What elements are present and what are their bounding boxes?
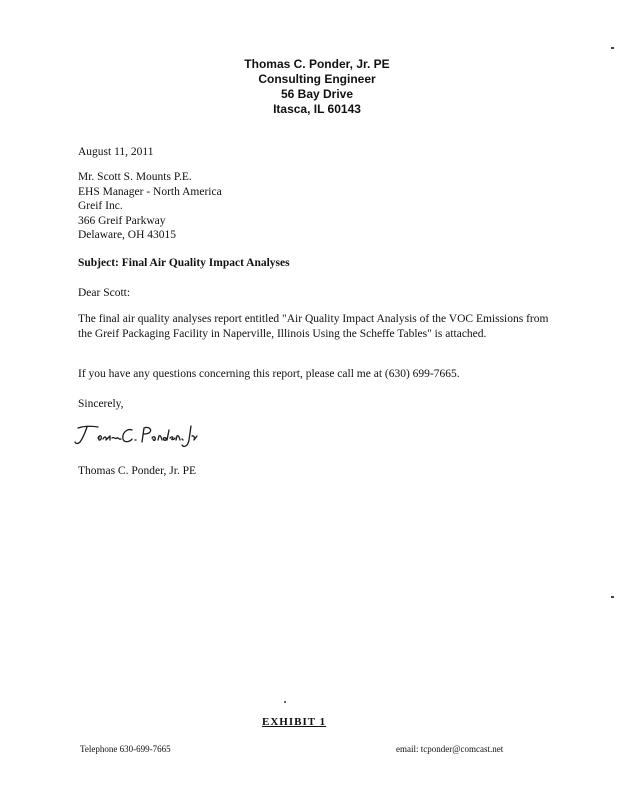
letterhead-street: 56 Bay Drive [280, 87, 354, 101]
salutation: Dear Scott: [78, 287, 131, 299]
paragraph-report: The final air quality analyses report entitled "Air Quality Impact Analysis of the VOC Emissions from the Greif Packaging Facility in Naperville, Illinois Using the Scheffe Tables" is attached. [78, 313, 549, 340]
letter-date: August 11, 2011 [78, 146, 154, 158]
exhibit-label: EXHIBIT 1 [262, 716, 327, 728]
scan-speck [284, 701, 286, 703]
paragraph-contact: If you have any questions concerning this report, please call me at (630) 699-7665. [78, 368, 460, 380]
letterhead-name: Thomas C. Ponder, Jr. PE [244, 57, 390, 71]
recipient-address [78, 170, 222, 243]
footer-email: email: tcponder@comcast.net [396, 744, 504, 754]
handwritten-signature [70, 418, 200, 452]
letterhead-title: Consulting Engineer [258, 72, 376, 86]
margin-mark [611, 596, 614, 598]
recipient-company: Greif Inc. [78, 200, 123, 212]
recipient-city: Delaware, OH 43015 [78, 229, 177, 241]
footer-phone: Telephone 630-699-7665 [80, 744, 171, 754]
recipient-position: EHS Manager - North America [78, 185, 222, 198]
letterhead-city: Itasca, IL 60143 [273, 102, 361, 116]
recipient-name: Mr. Scott S. Mounts P.E. [78, 171, 192, 183]
recipient-street: 366 Greif Parkway [78, 214, 166, 227]
letterhead [0, 57, 620, 117]
closing: Sincerely, [78, 398, 124, 410]
margin-mark [611, 47, 614, 49]
subject-line: Subject: Final Air Quality Impact Analyses [78, 257, 290, 269]
signer-name: Thomas C. Ponder, Jr. PE [78, 465, 197, 477]
